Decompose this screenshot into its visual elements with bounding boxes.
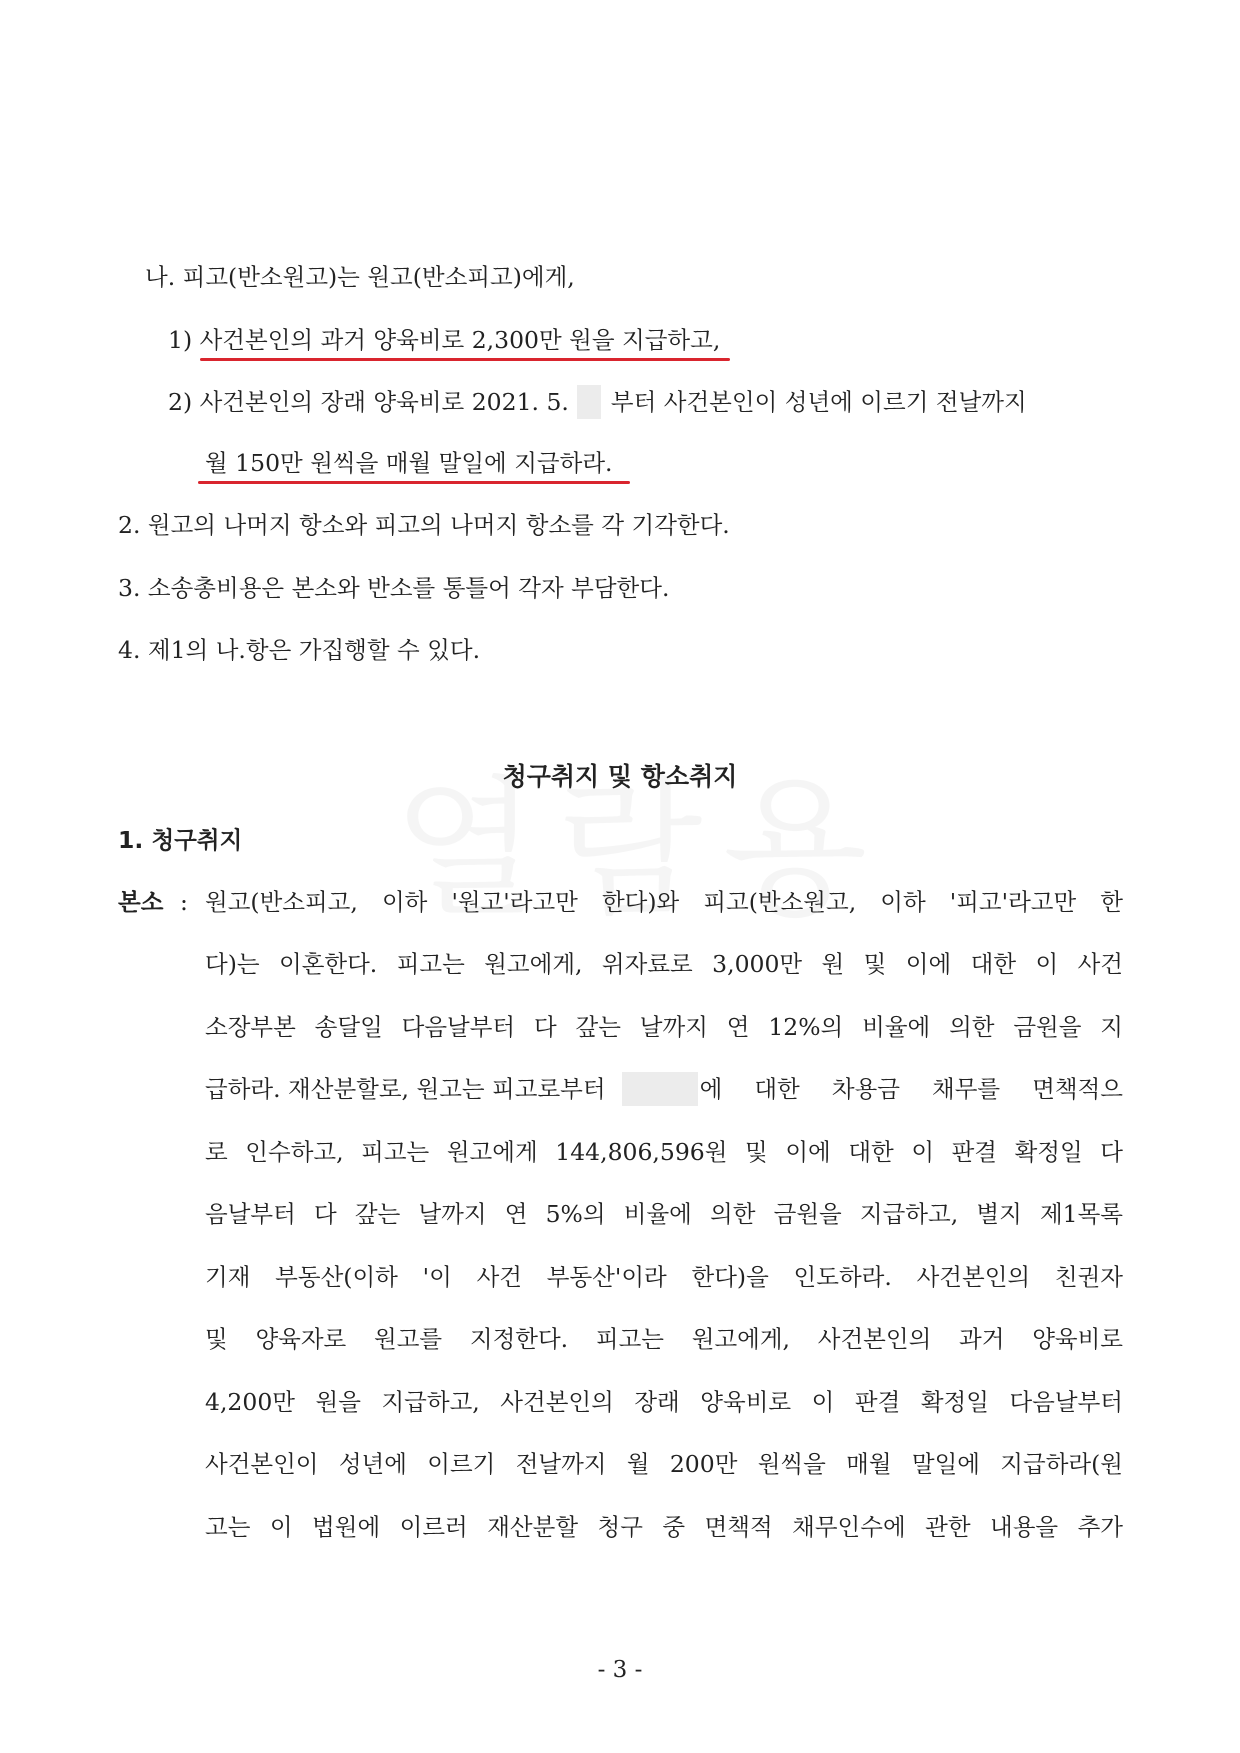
item-na-2 — [168, 385, 1123, 419]
claim-line-3: 소장부본 송달일 다음날부터 다 갚는 날까지 연 12%의 비율에 의한 금원을 지 — [205, 1013, 1123, 1041]
redacted-block — [622, 1072, 698, 1106]
item-3: 3. 소송총비용은 본소와 반소를 통틀어 각자 부담한다. — [118, 574, 670, 602]
item-na: 나. 피고(반소원고)는 원고(반소피고)에게, — [145, 263, 575, 291]
section-title: 청구취지 및 항소취지 — [502, 762, 738, 791]
page-number: - 3 - — [597, 1657, 643, 1683]
item-na-2-continued: 월 150만 원씩을 매월 말일에 지급하라. — [205, 449, 613, 477]
claim-colon: : — [180, 888, 188, 916]
item-na-2-part-a: 2) 사건본인의 장래 양육비로 2021. 5. — [168, 388, 569, 416]
claim-line-11: 고는 이 법원에 이르러 재산분할 청구 중 면책적 채무인수에 관한 내용을 추가 — [205, 1513, 1123, 1541]
claim-line-4-part-b: 에 대한 차용금 채무를 면책적으 — [699, 1075, 1123, 1103]
red-underline-1 — [200, 358, 730, 361]
claim-line-10: 사건본인이 성년에 이르기 전날까지 월 200만 원씩을 매월 말일에 지급하라(원 — [205, 1450, 1123, 1478]
item-na-2-part-b: 부터 사건본인이 성년에 이르기 전날까지 — [610, 388, 1027, 416]
claim-label: 본소 — [118, 888, 164, 916]
claim-line-1: 원고(반소피고, 이하 '원고'라고만 한다)와 피고(반소원고, 이하 '피고'라고만 한 — [205, 888, 1123, 916]
item-2: 2. 원고의 나머지 항소와 피고의 나머지 항소를 각 기각한다. — [118, 511, 730, 539]
claim-line-5: 로 인수하고, 피고는 원고에게 144,806,596원 및 이에 대한 이 판결 확정일 다 — [205, 1138, 1123, 1166]
claim-line-8: 및 양육자로 원고를 지정한다. 피고는 원고에게, 사건본인의 과거 양육비로 — [205, 1325, 1123, 1353]
claim-line-4 — [205, 1072, 1123, 1106]
redacted-block — [577, 385, 601, 419]
item-4: 4. 제1의 나.항은 가집행할 수 있다. — [118, 636, 481, 664]
claim-line-6: 음날부터 다 갚는 날까지 연 5%의 비율에 의한 금원을 지급하고, 별지 제1목록 — [205, 1200, 1123, 1228]
red-underline-2 — [198, 481, 630, 484]
claim-line-9: 4,200만 원을 지급하고, 사건본인의 장래 양육비로 이 판결 확정일 다음날부터 — [205, 1388, 1123, 1416]
claim-line-7: 기재 부동산(이하 '이 사건 부동산'이라 한다)을 인도하라. 사건본인의 친권자 — [205, 1263, 1123, 1291]
claim-line-4-part-a: 급하라. 재산분할로, 원고는 피고로부터 — [205, 1075, 606, 1103]
sub-title: 1. 청구취지 — [118, 826, 243, 854]
item-na-1: 1) 사건본인의 과거 양육비로 2,300만 원을 지급하고, — [168, 326, 721, 354]
claim-line-2: 다)는 이혼한다. 피고는 원고에게, 위자료로 3,000만 원 및 이에 대한 이 사건 — [205, 950, 1123, 978]
